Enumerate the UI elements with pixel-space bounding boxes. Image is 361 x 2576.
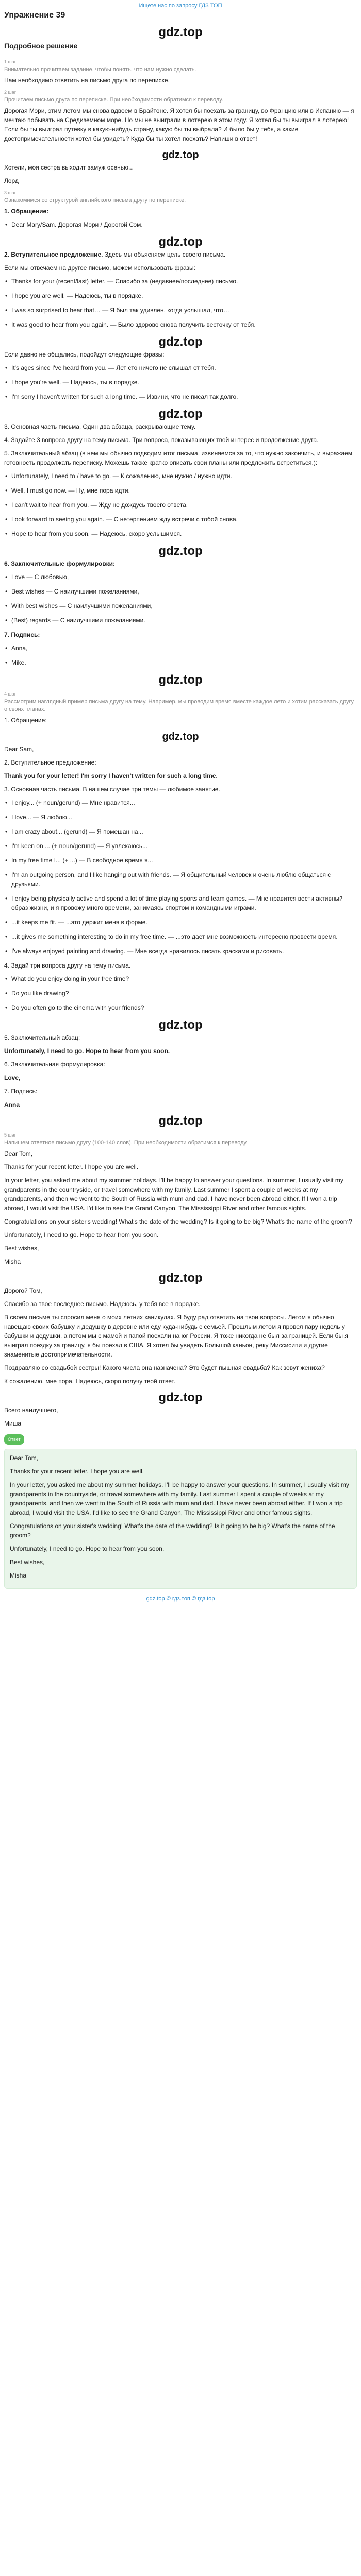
answer-badge: Ответ	[4, 1434, 24, 1445]
watermark: gdz.top	[158, 673, 203, 687]
letter-line: Миша	[4, 1420, 21, 1427]
step-5	[4, 1132, 357, 1428]
list-item: • Dear Mary/Sam. Дорогая Мэри / Дорогой Сэм.	[4, 220, 357, 229]
step-1	[4, 59, 357, 85]
bullet-list	[4, 572, 357, 625]
bullet-list	[4, 363, 357, 401]
step-2	[4, 89, 357, 185]
answer-line: Thanks for your recent letter. I hope you are well.	[10, 1468, 144, 1475]
footer-links[interactable]: gdz.top © гдз.топ © гдз.top	[146, 1596, 215, 1602]
letter-line: In your letter, you asked me about my summer holidays. I'll be happy to answer your questions. In summer, I usually visit my grandparents in the countryside, or travel somewhere with my family. Last summer I spent a couple of weeks at my grandparents, and then we went to the South of Russia with mum and dad. I have never been abroad either. If I won a trip abroad, I would visit the USA. I'd like to see the Grand Canyon, The Mississippi River and other famous sights.	[4, 1177, 343, 1212]
list-item: • I'm sorry I haven't written for such a long time. — Извини, что не писал так долго.	[4, 392, 357, 401]
answer-line: Dear Tom,	[10, 1454, 39, 1462]
list-item: • Hope to hear from you soon. — Надеюсь, скоро услышимся.	[4, 529, 357, 538]
step-text: Хотели, моя сестра выходит замуж осенью...	[4, 164, 134, 171]
watermark: gdz.top	[158, 1271, 203, 1285]
step-3	[4, 190, 357, 667]
answer-line: In your letter, you asked me about my summer holidays. I'll be happy to answer your questions. In summer, I usually visit my grandparents in the countryside, or travel somewhere with my family. Last summer I spent a couple of weeks at my grandparents, and then we went to the South of Russia with mum and dad. I have never been abroad either. If I won a trip abroad, I would visit the USA. I'd like to see the Grand Canyon, The Mississippi River and other famous sights.	[10, 1481, 349, 1516]
section-heading: 4. Задай три вопроса другу на тему письма.	[4, 962, 131, 969]
watermark: gdz.top	[158, 1114, 203, 1128]
watermark: gdz.top	[158, 25, 203, 39]
section-text: 5. Заключительный абзац (в нем мы обычно подводим итог письма, извиняемся за то, что нужно закончить, и выражаем готовность продолжать переписку. Можешь также кратко описать свои планы или предложить встретиться.):	[4, 450, 353, 466]
bullet-list	[4, 643, 357, 667]
list-item: • In my free time I... (+ ...) — В свободное время я...	[4, 856, 357, 865]
signature: Anna	[4, 1101, 20, 1108]
section-heading: 1. Обращение:	[4, 717, 47, 724]
list-item: • I love... — Я люблю...	[4, 812, 357, 822]
watermark: gdz.top	[158, 544, 203, 558]
answer-line: Misha	[10, 1572, 27, 1579]
list-item: • Mike.	[4, 658, 357, 667]
watermark: gdz.top	[158, 1391, 203, 1404]
step-label: 5 шаг	[4, 1132, 17, 1138]
list-item: • I was so surprised to hear that… — Я был так удивлен, когда услышал, что…	[4, 306, 357, 315]
section-heading: 7. Подпись:	[4, 631, 40, 638]
step-text: Дорогая Мэри, этим летом мы снова вдвоем в Брайтоне. Я хотел бы поехать за границу, во Францию или в Испанию — я мечтаю побывать на Средиземном море. Но мы не выиграли в лотерею в этом году. Я хотел бы ты выиграл в лотерею! Если бы ты выиграл путевку в какую-нибудь страну, какую бы ты выбрала? И было бы у тебя, а какие достопримечательности хотел бы увидеть? Куда бы ты хотел поехать? Напиши в ответ!	[4, 107, 354, 142]
list-item: • Do you like drawing?	[4, 989, 357, 998]
list-item: • I hope you are well. — Надеюсь, ты в порядке.	[4, 291, 357, 300]
list-item: • I enjoy being physically active and spend a lot of time playing sports and team games. — Мне нравится вести активный образ жизни, и я провожу много времени, занимаясь спортом и командными играми.	[4, 894, 357, 912]
step-text: Нам необходимо ответить на письмо друга по переписке.	[4, 77, 170, 84]
list-item: • With best wishes — С наилучшими пожеланиями,	[4, 601, 357, 611]
greeting: Dear Sam,	[4, 745, 34, 753]
watermark: gdz.top	[158, 407, 203, 421]
list-item: • I've always enjoyed painting and drawing. — Мне всегда нравилось писать красками и рисовать.	[4, 946, 357, 956]
top-search-link[interactable]: Ищете нас по запросу ГДЗ ТОП	[139, 3, 222, 9]
letter-line: Поздравляю со свадьбой сестры! Какого числа она назначена? Это будет пышная свадьба? Как зовут жениха?	[4, 1364, 325, 1371]
list-item: • I can't wait to hear from you. — Жду не дождусь твоего ответа.	[4, 500, 357, 510]
answer-box	[4, 1449, 357, 1589]
section-heading: 2. Вступительное предложение:	[4, 759, 96, 766]
list-item: • Well, I must go now. — Ну, мне пора идти.	[4, 486, 357, 495]
letter-line: Dear Tom,	[4, 1150, 33, 1157]
section-text: Если давно не общались, подойдут следующие фразы:	[4, 351, 165, 358]
watermark: gdz.top	[158, 235, 203, 249]
letter-line: В своем письме ты спросил меня о моих летних каникулах. Я буду рад ответить на твои вопросы. Летом я обычно навещаю своих бабушку и дедушку в деревне или еду куда-нибудь с семьей. Прошлым летом я провел пару недель у бабушки и дедушки, а потом мы с мамой и папой поехали на юг России. Я тоже никогда не был за границей. Если бы я выиграл поездку за границу, я бы поехал в США. Я хотел бы увидеть Большой каньон, реку Миссисипи и другие знаменитые достопримечательности.	[4, 1314, 348, 1358]
step-label: 3 шаг	[4, 190, 17, 195]
section-text: Если мы отвечаем на другое письмо, можем использовать фразы:	[4, 264, 195, 272]
list-item: • ...it gives me something interesting to do in my free time. — ...это дает мне возможность интересно провести время.	[4, 932, 357, 941]
section-heading: 2. Вступительное предложение.	[4, 251, 103, 258]
list-item: • Look forward to seeing you again. — С нетерпением жду встречи с тобой снова.	[4, 515, 357, 524]
letter-line: Спасибо за твое последнее письмо. Надеюсь, у тебя все в порядке.	[4, 1300, 201, 1308]
step-text: Лорд	[4, 177, 19, 184]
list-item: • Love — С любовью,	[4, 572, 357, 582]
list-item: • It was good to hear from you again. — Было здорово снова получить весточку от тебя.	[4, 320, 357, 329]
section-text: 4. Задайте 3 вопроса другу на тему письма. Три вопроса, показывающих твой интерес и продолжение друга.	[4, 436, 319, 444]
watermark: gdz.top	[158, 1018, 203, 1032]
letter-line: Unfortunately, I need to go. Hope to hear from you soon.	[4, 1231, 159, 1239]
letter-line: Thanks for your recent letter. I hope you are well.	[4, 1163, 139, 1171]
list-item: • It's ages since I've heard from you. — Лет сто ничего не слышал от тебя.	[4, 363, 357, 372]
watermark: gdz.top	[162, 731, 199, 742]
answer-line: Unfortunately, I need to go. Hope to hear from you soon.	[10, 1545, 165, 1552]
bullet-list	[4, 277, 357, 329]
list-item: • Thanks for your (recent/last) letter. — Спасибо за (недавнее/последнее) письмо.	[4, 277, 357, 286]
section-heading: 1. Обращение:	[4, 208, 49, 215]
letter-line: Best wishes,	[4, 1245, 39, 1252]
letter-line: К сожалению, мне пора. Надеюсь, скоро получу твой ответ.	[4, 1378, 175, 1385]
bullet-list	[4, 220, 357, 229]
list-item: • Unfortunately, I need to / have to go. — К сожалению, мне нужно / нужно идти.	[4, 471, 357, 481]
letter-line: Congratulations on your sister's wedding! What's the date of the wedding? Is it going to be big? What's the name of the groom?	[4, 1218, 352, 1225]
section-heading: 3. Основная часть письма. В нашем случае три темы — любимое занятие.	[4, 786, 220, 793]
closing-phrase: Love,	[4, 1074, 21, 1081]
step-label: 2 шаг	[4, 90, 17, 95]
step-note: Ознакомимся со структурой английского письма другу по переписке.	[4, 197, 186, 204]
section-heading: 7. Подпись:	[4, 1088, 38, 1095]
intro-sentence: Thank you for your letter! I'm sorry I haven't written for such a long time.	[4, 772, 218, 779]
letter-line: Misha	[4, 1258, 21, 1265]
watermark: gdz.top	[158, 335, 203, 349]
solution-heading: Подробное решение	[4, 42, 78, 50]
step-note: Внимательно прочитаем задание, чтобы понять, что нам нужно сделать.	[4, 66, 196, 73]
page-title: Упражнение 39	[4, 11, 65, 20]
closing-sentence: Unfortunately, I need to go. Hope to hear from you soon.	[4, 1047, 170, 1055]
step-label: 4 шаг	[4, 691, 17, 697]
step-4	[4, 691, 357, 1109]
answer-line: Congratulations on your sister's wedding! What's the date of the wedding? Is it going to be big? What's the name of the groom?	[10, 1522, 335, 1539]
list-item: • Best wishes — С наилучшими пожеланиями,	[4, 587, 357, 596]
list-item: • Do you often go to the cinema with your friends?	[4, 1003, 357, 1012]
list-item: • I enjoy... (+ noun/gerund) — Мне нравится...	[4, 798, 357, 807]
list-item: • I am crazy about... (gerund) — Я помешан на...	[4, 827, 357, 836]
section-text: Здесь мы объясняем цель своего письма.	[104, 251, 226, 258]
list-item: • I hope you're well. — Надеюсь, ты в порядке.	[4, 378, 357, 387]
list-item: • I'm keen on ... (+ noun/gerund) — Я увлекаюсь...	[4, 841, 357, 851]
bullet-list	[4, 798, 357, 956]
list-item: • (Best) regards — С наилучшими пожеланиями.	[4, 616, 357, 625]
step-note: Прочитаем письмо друга по переписке. При необходимости обратимся к переводу.	[4, 97, 223, 103]
step-note: Напишем ответное письмо другу (100-140 слов). При необходимости обратимся к переводу.	[4, 1140, 248, 1146]
letter-line: Дорогой Том,	[4, 1287, 42, 1294]
section-text: 3. Основная часть письма. Один два абзаца, раскрывающие тему.	[4, 423, 196, 430]
section-heading: 5. Заключительный абзац:	[4, 1034, 80, 1041]
answer-line: Best wishes,	[10, 1558, 45, 1566]
section-heading: 6. Заключительная формулировка:	[4, 1061, 105, 1068]
section-heading: 6. Заключительные формулировки:	[4, 560, 115, 567]
list-item: • ...it keeps me fit. — ...это держит меня в форме.	[4, 918, 357, 927]
list-item: • Anna,	[4, 643, 357, 653]
bullet-list	[4, 974, 357, 1012]
bullet-list	[4, 471, 357, 538]
list-item: • What do you enjoy doing in your free time?	[4, 974, 357, 984]
step-note: Рассмотрим наглядный пример письма другу на тему. Например, мы проводим время вместе каждое лето и хотим рассказать другу о своих планах.	[4, 699, 354, 713]
letter-line: Всего наилучшего,	[4, 1406, 58, 1414]
list-item: • I'm an outgoing person, and I like hanging out with friends. — Я общительный человек и очень люблю общаться с друзьями.	[4, 870, 357, 889]
watermark: gdz.top	[162, 149, 199, 161]
step-label: 1 шаг	[4, 59, 17, 64]
